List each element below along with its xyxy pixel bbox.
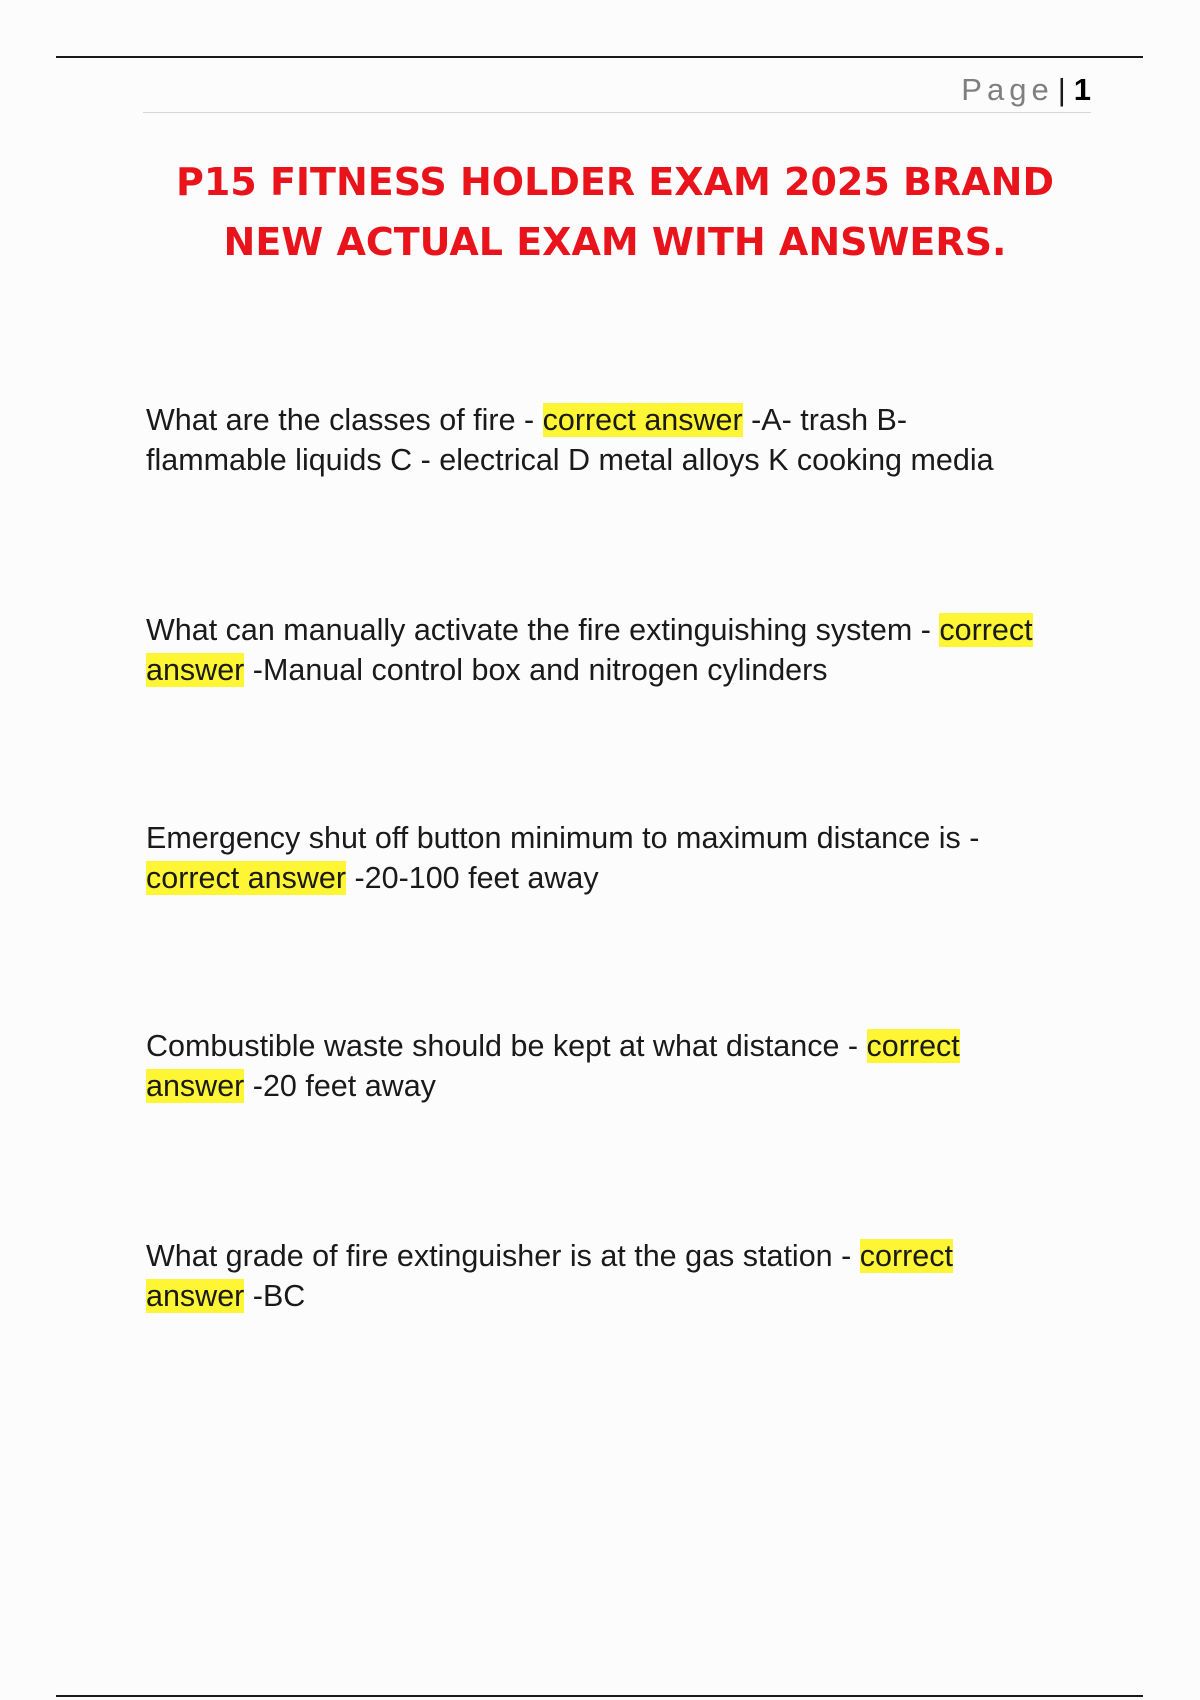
page-label: Page xyxy=(961,72,1054,107)
qa-item-3 xyxy=(146,818,1096,898)
title-line-1: P15 FITNESS HOLDER EXAM 2025 BRAND xyxy=(176,160,1054,204)
top-rule xyxy=(56,56,1143,58)
page-separator: | xyxy=(1057,72,1066,107)
correct-answer-highlight-continued: answer xyxy=(146,653,245,687)
qa-item-4 xyxy=(146,1026,1096,1106)
question-text: Combustible waste should be kept at what distance - xyxy=(146,1029,867,1063)
answer-text: -20-100 feet away xyxy=(346,861,599,895)
title-line-2: NEW ACTUAL EXAM WITH ANSWERS. xyxy=(223,220,1007,264)
correct-answer-highlight-continued: answer xyxy=(146,1279,245,1313)
answer-text: -Manual control box and nitrogen cylinders xyxy=(244,653,828,687)
document-title xyxy=(120,152,1110,272)
question-text: What can manually activate the fire extinguishing system - xyxy=(146,613,940,647)
page-header xyxy=(143,70,1091,113)
page-number: 1 xyxy=(1073,72,1091,107)
qa-item-1 xyxy=(146,400,1096,480)
correct-answer-highlight-continued: answer xyxy=(146,1069,245,1103)
correct-answer-highlight: correct answer xyxy=(542,403,743,437)
qa-item-2 xyxy=(146,610,1096,690)
answer-text: -A- trash B- xyxy=(742,403,908,437)
question-text: What are the classes of fire - xyxy=(146,403,543,437)
qa-item-5 xyxy=(146,1236,1096,1316)
question-text: What grade of fire extinguisher is at the gas station - xyxy=(146,1239,860,1273)
correct-answer-highlight: correct answer xyxy=(146,861,347,895)
question-text: Emergency shut off button minimum to maximum distance is - xyxy=(146,821,980,855)
answer-text: -20 feet away xyxy=(244,1069,436,1103)
correct-answer-highlight: correct xyxy=(939,613,1033,647)
correct-answer-highlight: correct xyxy=(859,1239,953,1273)
answer-text-continued: flammable liquids C - electrical D metal alloys K cooking media xyxy=(146,443,994,477)
bottom-rule xyxy=(56,1695,1143,1697)
answer-text: -BC xyxy=(244,1279,306,1313)
correct-answer-highlight: correct xyxy=(866,1029,960,1063)
